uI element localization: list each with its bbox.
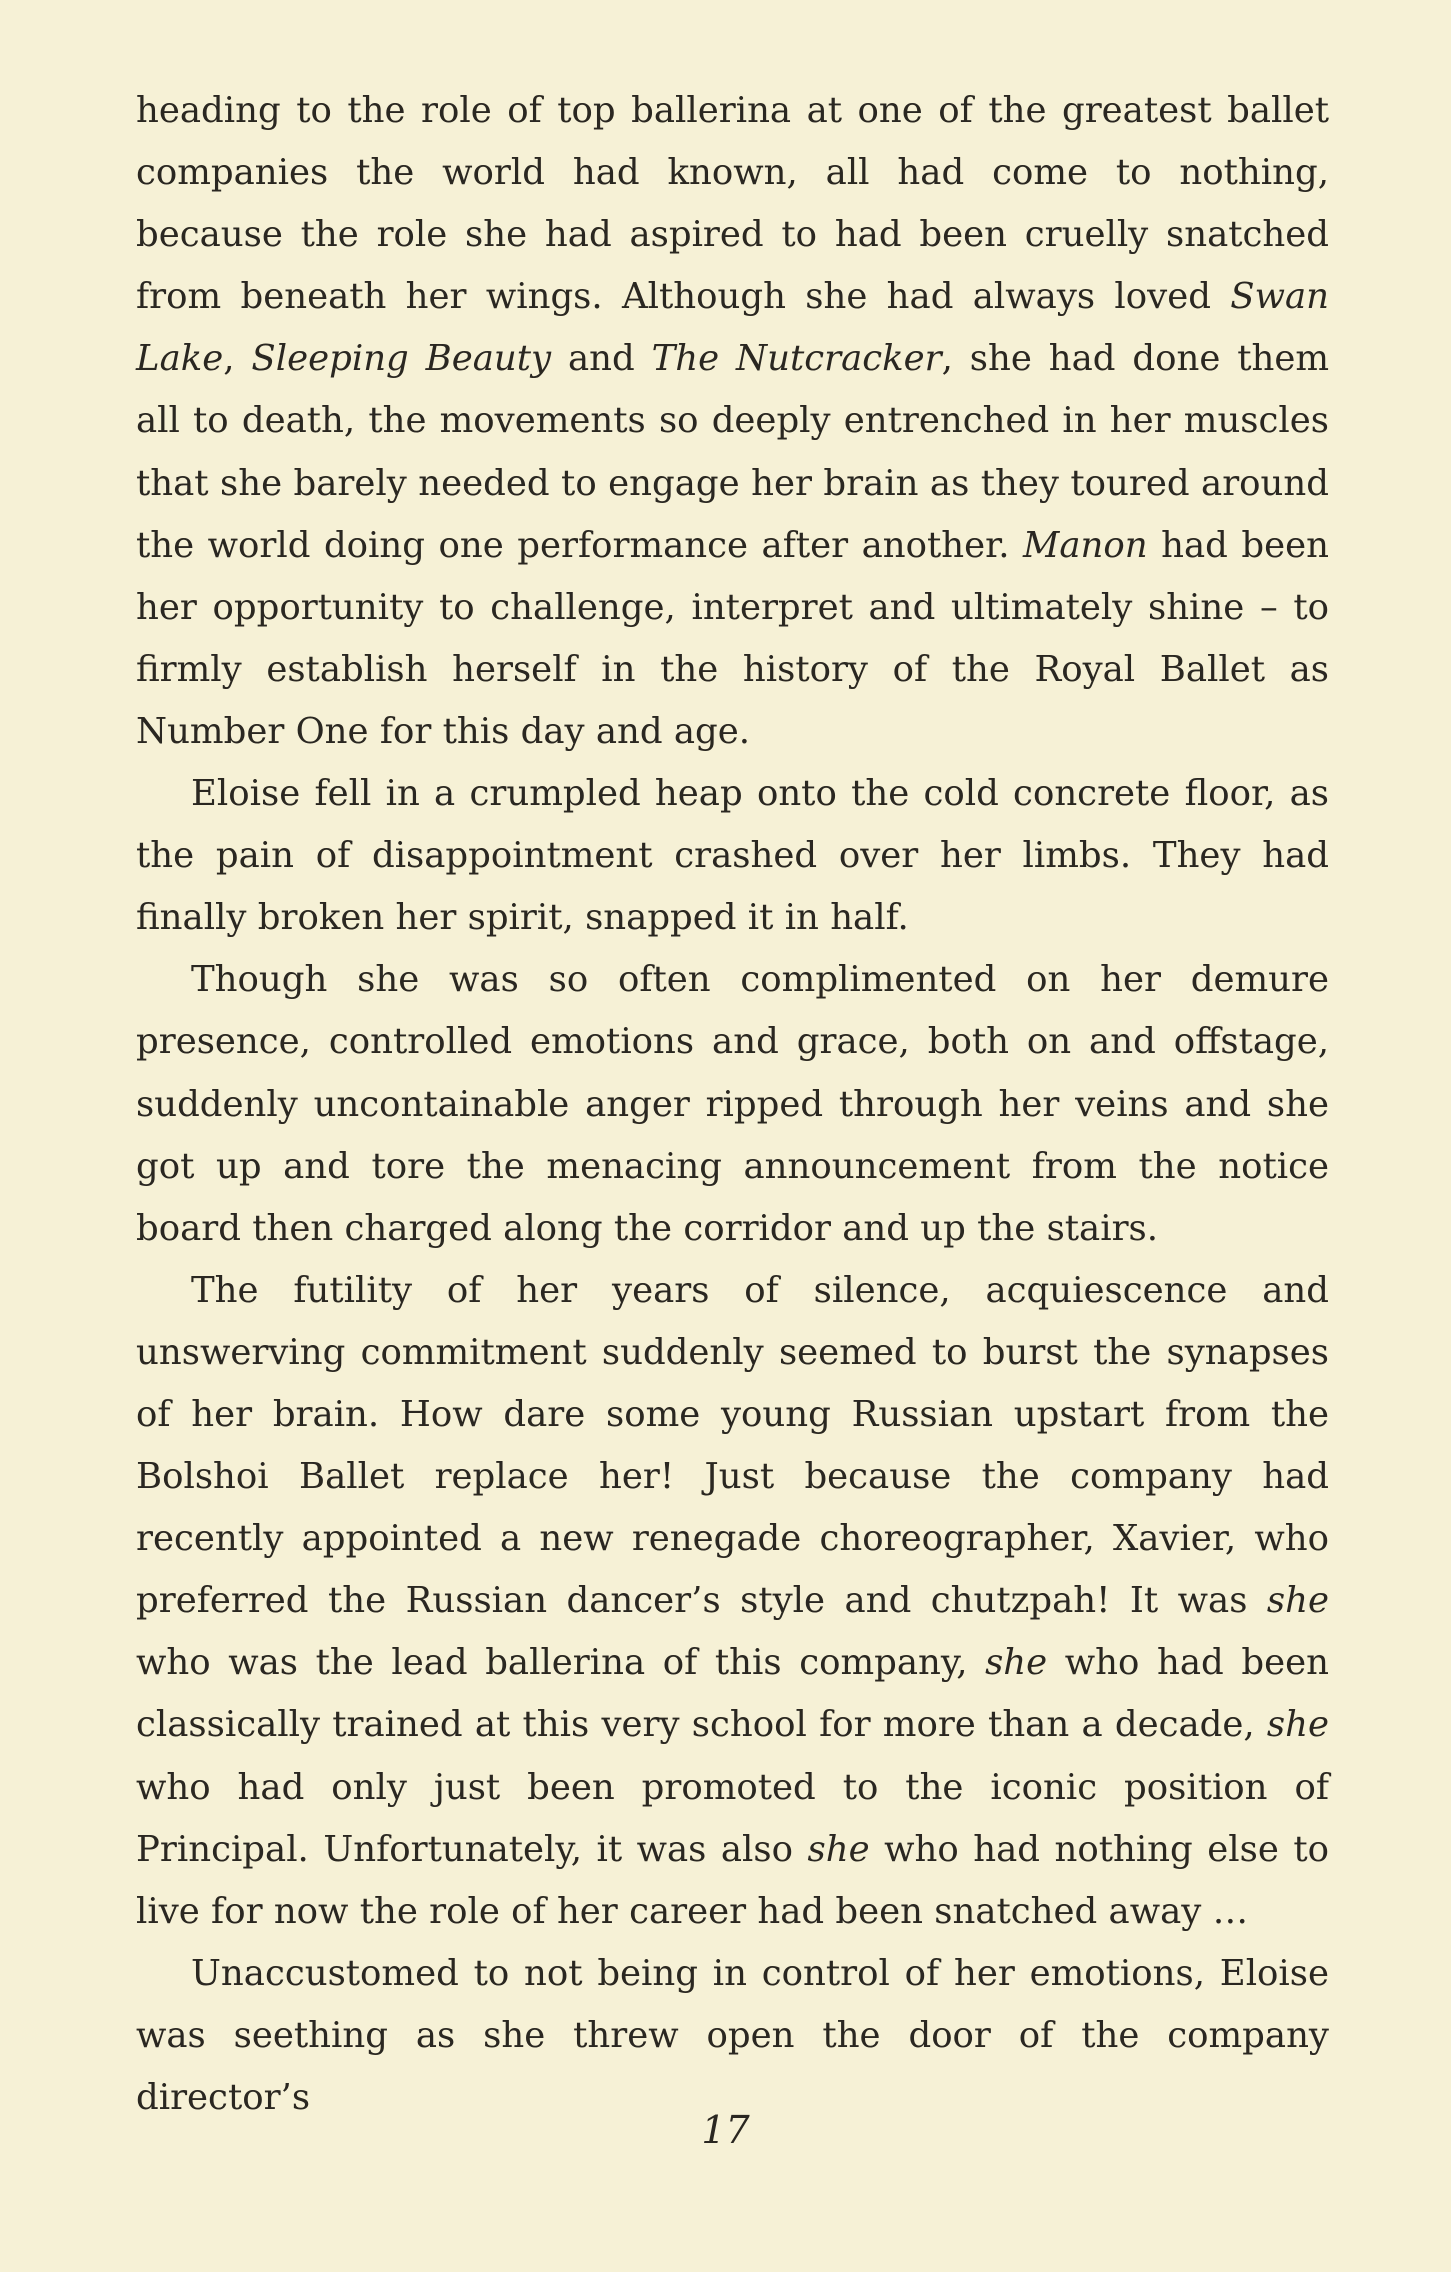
paragraph-3: [136, 949, 1329, 1259]
text-run: who had been classically trained at this very school for more than a decade,: [136, 1642, 1329, 1746]
italic-title: she: [1266, 1704, 1329, 1746]
italic-title: Swan Lake: [136, 276, 1329, 380]
italic-title: she: [807, 1828, 870, 1870]
text-run: Eloise fell in a crumpled heap onto the cold concrete floor, as the pain of disappointment crashed over her limbs. They had finally broken her spirit, snapped it in half.: [136, 773, 1329, 939]
text-run: and: [551, 338, 652, 380]
paragraph-5: [136, 1943, 1329, 2129]
text-run: Though she was so often complimented on her demure presence, controlled emotions and grace, both on and offstage, suddenly uncontainable anger ripped through her veins and she got up and tore the menacing announcement from the notice board then charged along the corridor and up the stairs.: [136, 959, 1329, 1249]
paragraph-4: [136, 1260, 1329, 1943]
paragraph-2: [136, 763, 1329, 949]
italic-title: The Nutcracker: [651, 338, 942, 380]
paragraph-1: [136, 80, 1329, 763]
italic-title: she: [985, 1642, 1048, 1684]
text-run: who had nothing else to live for now the role of her career had been snatched away …: [136, 1828, 1329, 1932]
text-run: who was the lead ballerina of this company,: [136, 1642, 986, 1684]
text-run: Unaccustomed to not being in control of her emotions, Eloise was seething as she threw open the door of the company director’s: [136, 1952, 1329, 2118]
italic-title: she: [1266, 1580, 1329, 1622]
italic-title: Manon: [1023, 524, 1148, 566]
text-run: heading to the role of top ballerina at one of the greatest ballet companies the world had known, all had come to nothing, because the role she had aspired to had been cruelly snatched from beneath her wings. Although she had always loved: [136, 90, 1329, 318]
text-run: had been her opportunity to challenge, interpret and ultimately shine – to firmly establish herself in the history of the Royal Ballet as Number One for this day and age.: [136, 524, 1329, 752]
text-run: ,: [223, 338, 252, 380]
page-number: 17: [701, 2108, 750, 2152]
text-run: The futility of her years of silence, acquiescence and unswerving commitment suddenly seemed to burst the synapses of her brain. How dare some young Russian upstart from the Bolshoi Ballet replace her! Just because the company had recently appointed a new renegade choreographer, Xavier, who preferred the Russian dancer’s style and chutzpah! It was: [136, 1269, 1329, 1622]
italic-title: Sleeping Beauty: [251, 338, 552, 380]
text-run: who had only just been promoted to the iconic position of Principal. Unfortunately, it was also: [136, 1766, 1329, 1870]
text-run: , she had done them all to death, the movements so deeply entrenched in her muscles that she barely needed to engage her brain as they toured around the world doing one performance after another.: [136, 338, 1330, 566]
body-text: [136, 80, 1329, 2129]
